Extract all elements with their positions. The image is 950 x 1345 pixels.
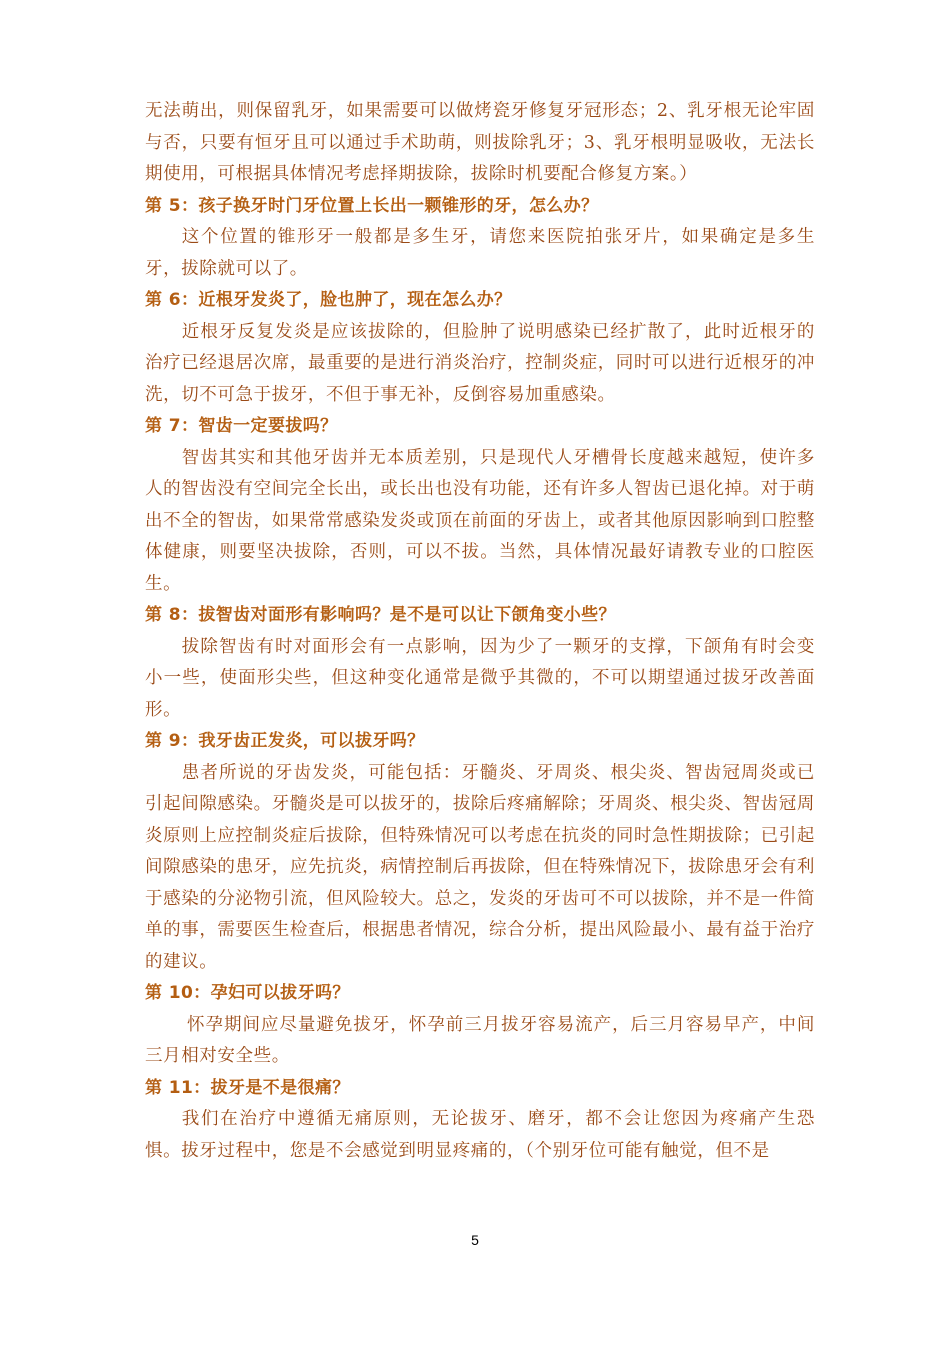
page-number: 5 (471, 1232, 479, 1248)
question-heading: 第 10：孕妇可以拔牙吗？ (145, 983, 350, 1003)
answer-paragraph: 怀孕期间应尽量避免拔牙，怀孕前三月拔牙容易流产，后三月容易早产，中间三月相对安全些。 (145, 1014, 815, 1066)
question-heading: 第 8：拔智齿对面形有影响吗？是不是可以让下颌角变小些？ (145, 605, 616, 625)
document-body (145, 96, 815, 1167)
answer-paragraph: 这个位置的锥形牙一般都是多生牙，请您来医院拍张牙片，如果确定是多生牙，拔除就可以了。 (145, 227, 815, 279)
question-heading: 第 5：孩子换牙时门牙位置上长出一颗锥形的牙，怎么办？ (145, 195, 599, 216)
answer-paragraph: 我们在治疗中遵循无痛原则，无论拔牙、磨牙，都不会让您因为疼痛产生恐惧。拔牙过程中，您是不会感觉到明显疼痛的，（个别牙位可能有触觉，但不是 (145, 1109, 815, 1161)
question-heading: 第 9：我牙齿正发炎，可以拔牙吗？ (145, 731, 425, 751)
answer-paragraph: 近根牙反复发炎是应该拔除的，但脸肿了说明感染已经扩散了，此时近根牙的治疗已经退居次席，最重要的是进行消炎治疗，控制炎症，同时可以进行近根牙的冲洗，切不可急于拔牙，不但于事无补，反倒容易加重感染。 (145, 321, 815, 405)
answer-paragraph: 拔除智齿有时对面形会有一点影响，因为少了一颗牙的支撑，下颌角有时会变小一些，使面形尖些，但这种变化通常是微乎其微的，不可以期望通过拔牙改善面形。 (145, 636, 815, 720)
question-heading: 第 7：智齿一定要拔吗？ (145, 416, 338, 436)
question-heading: 第 11：拔牙是不是很痛？ (145, 1077, 350, 1098)
answer-paragraph: 患者所说的牙齿发炎，可能包括：牙髓炎、牙周炎、根尖炎、智齿冠周炎或已引起间隙感染。牙髓炎是可以拔牙的，拔除后疼痛解除；牙周炎、根尖炎、智齿冠周炎原则上应控制炎症后拔除，但特殊情况可以考虑在抗炎的同时急性期拔除；已引起间隙感染的患牙，应先抗炎，病情控制后再拔除，但在特殊情况下，拔除患牙会有利于感染的分泌物引流，但风险较大。总之，发炎的牙齿可不可以拔除，并不是一件简单的事，需要医生检查后，根据患者情况，综合分析，提出风险最小、最有益于治疗的建议。 (145, 762, 815, 972)
question-heading: 第 6：近根牙发炎了，脸也肿了，现在怎么办？ (145, 290, 512, 310)
answer-paragraph: 无法萌出，则保留乳牙，如果需要可以做烤瓷牙修复牙冠形态；2、乳牙根无论牢固与否，只要有恒牙且可以通过手术助萌，则拔除乳牙；3、乳牙根明显吸收，无法长期使用，可根据具体情况考虑择期拔除，拔除时机要配合修复方案。） (145, 101, 815, 184)
answer-paragraph: 智齿其实和其他牙齿并无本质差别，只是现代人牙槽骨长度越来越短，使许多人的智齿没有空间完全长出，或长出也没有功能，还有许多人智齿已退化掉。对于萌出不全的智齿，如果常常感染发炎或顶在前面的牙齿上，或者其他原因影响到口腔整体健康，则要坚决拔除，否则，可以不拔。当然，具体情况最好请教专业的口腔医生。 (145, 447, 815, 594)
